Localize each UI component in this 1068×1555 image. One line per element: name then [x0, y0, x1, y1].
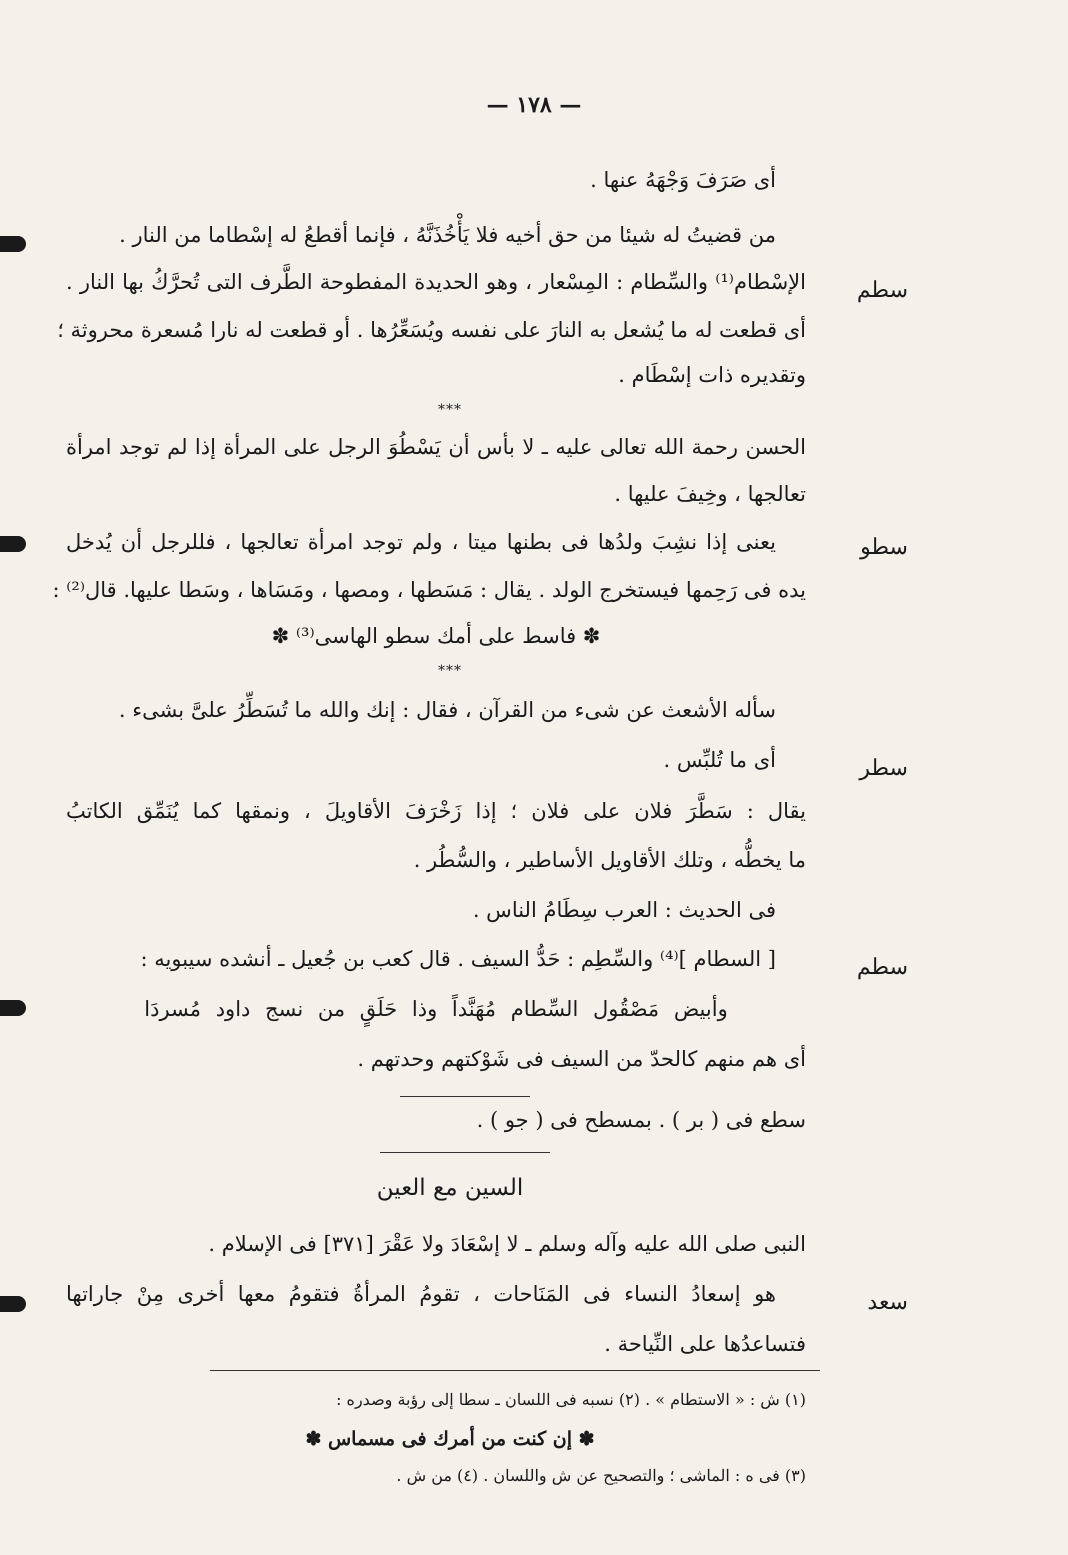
page-number: — ١٧٨ —: [486, 92, 582, 118]
margin-tab-marker: [0, 236, 26, 252]
text-line: أى صَرَفَ وَجْهَهُ عنها .: [590, 168, 776, 192]
margin-keyword: سطم: [856, 278, 908, 303]
text-line: يقال : سَطَّرَ فلان على فلان ؛ إذا زَخْرَفَ الأقاويلَ ، ونمقها كما يُنَمِّق الكاتبُ: [66, 799, 806, 823]
text-line: النبى صلى الله عليه وآله وسلم ـ لا إسْعَادَ ولا عَقْرَ [٣٧١] فى الإسلام .: [208, 1232, 806, 1256]
margin-tab-marker: [0, 1000, 26, 1016]
footnote-rule: [210, 1370, 820, 1371]
text-line: سطع فى ( بر ) . بمسطح فى ( جو ) .: [476, 1108, 806, 1132]
margin-tab-marker: [0, 536, 26, 552]
section-separator: ***: [438, 402, 462, 418]
text-line: فتساعدُها على النِّياحة .: [604, 1332, 806, 1356]
text-line: سأله الأشعث عن شىء من القرآن ، فقال : إنك والله ما تُسَطِّرُ علىَّ بشىء .: [118, 698, 776, 722]
margin-keyword: سعد: [867, 1290, 908, 1315]
divider-line: [380, 1152, 550, 1153]
divider-line: [400, 1096, 530, 1097]
text-line: ما يخطُّه ، وتلك الأقاويل الأساطير ، والسُّطُر .: [413, 848, 806, 872]
text-line: من قضيتُ له شيئا من حق أخيه فلا يَأْخُذَنَّهُ ، فإنما أقطعُ له إسْطاما من النار .: [119, 223, 776, 247]
footnote: (١) ش : « الاستطام » . (٢) نسبه فى اللسان ـ سطا إلى رؤبة وصدره :: [336, 1390, 806, 1409]
margin-tab-marker: [0, 1296, 26, 1312]
footnote: (٣) فى ه : الماشى ؛ والتصحيح عن ش واللسان . (٤) من ش .: [396, 1466, 806, 1485]
text-line: الإسْطام⁽¹⁾ والسِّطام : المِسْعار ، وهو الحديدة المفطوحة الطَّرف التى تُحرَّكُ بها النار .: [66, 270, 806, 294]
text-line: وتقديره ذات إسْطَام .: [618, 363, 806, 387]
margin-keyword: سطم: [856, 955, 908, 980]
text-line: يعنى إذا نشِبَ ولدُها فى بطنها ميتا ، ولم توجد امرأة تعالجها ، فللرجل أن يُدخل: [66, 530, 776, 554]
text-line: هو إسعادُ النساء فى المَنَاحات ، تقومُ المرأةُ فتقومُ معها أخرى مِنْ جاراتها: [66, 1282, 776, 1306]
footnote-verse: ✽ إن كنت من أمرك فى مسماس ✽: [305, 1428, 595, 1450]
text-line: [ السطام ]⁽⁴⁾ والسِّطِم : حَدُّ السيف . قال كعب بن جُعيل ـ أنشده سيبويه :: [140, 947, 776, 971]
text-line: فى الحديث : العرب سِطَامُ الناس .: [472, 898, 776, 922]
margin-keyword: سطر: [859, 756, 908, 781]
margin-keyword: سطو: [860, 535, 908, 560]
text-line: تعالجها ، وخِيفَ عليها .: [614, 482, 806, 506]
section-heading: السين مع العين: [376, 1175, 524, 1201]
section-separator: ***: [438, 663, 462, 679]
text-line: الحسن رحمة الله تعالى عليه ـ لا بأس أن يَسْطُوَ الرجل على المرأة إذا لم توجد امرأة: [66, 435, 806, 459]
text-line: أى قطعت له ما يُشعل به النارَ على نفسه ويُسَعِّرُها . أو قطعت له نارا مُسعرة محروثة ؛: [57, 318, 806, 342]
verse-line: ✽ فاسط على أمك سطو الهاسى⁽³⁾ ✽: [271, 624, 601, 648]
verse-line: وأبيض مَصْقُول السِّطام مُهَنَّداً وذا حَلَقٍ من نسج داود مُسردَا: [144, 997, 728, 1021]
text-line: أى هم منهم كالحدّ من السيف فى شَوْكتهم وحدتهم .: [357, 1047, 806, 1071]
text-line: يده فى رَحِمها فيستخرج الولد . يقال : مَسَطها ، ومصها ، ومَسَاها ، وسَطا عليها. قال⁽²⁾ :: [52, 578, 806, 602]
text-line: أى ما تُلبِّس .: [663, 748, 776, 772]
